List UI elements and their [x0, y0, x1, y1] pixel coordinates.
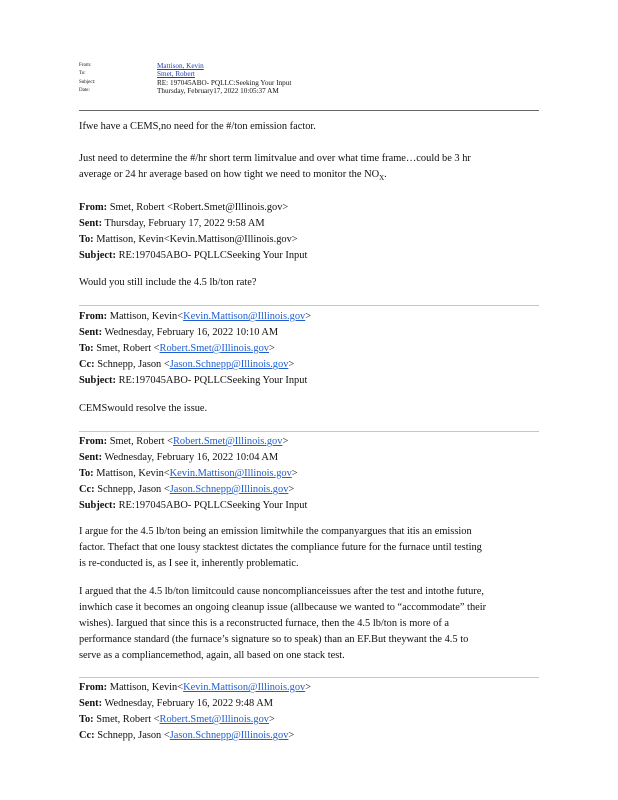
- to-label: To:: [79, 71, 86, 77]
- quoted-email-3: [79, 434, 307, 514]
- from-link[interactable]: Mattison, Kevin: [157, 62, 204, 70]
- email-link[interactable]: Kevin.Mattison@Illinois.gov: [169, 468, 292, 479]
- header-divider: [79, 110, 539, 111]
- email-link[interactable]: Robert.Smet@Illinois.gov: [173, 436, 283, 447]
- email-from: From: Mattison, Kevin<Kevin.Mattison@Illinois.gov>: [79, 682, 312, 693]
- email-from: From: Smet, Robert <Robert.Smet@Illinois.gov>: [79, 436, 289, 447]
- email-divider: [79, 677, 539, 678]
- email-link[interactable]: Kevin.Mattison@Illinois.gov: [183, 682, 306, 693]
- email-subject: Subject: RE:197045ABO- PQLLCSeeking Your Input: [79, 500, 308, 511]
- date-label: Date:: [79, 87, 90, 93]
- email-sent: Sent: Thursday, February 17, 2022 9:58 AM: [79, 218, 265, 229]
- email-3-paragraph-1: I argue for the 4.5 lb/ton being an emission limitwhile the companyargues that itis an emission factor. Thefact that one lousy stacktest dictates the compliance future for the furnace until testing is re-conducted is, as I see it, inherently problematic.: [79, 526, 482, 569]
- email-link[interactable]: Robert.Smet@Illinois.gov: [159, 714, 269, 725]
- email-link[interactable]: Kevin.Mattison@Illinois.gov: [183, 311, 306, 322]
- email-to: To: Smet, Robert <Robert.Smet@Illinois.gov>: [79, 343, 275, 354]
- body-paragraph-2-line-2: average or 24 hr average based on how tight we need to monitor the $NO_X$.: [79, 169, 387, 183]
- email-header: [79, 62, 291, 95]
- email-sent: Sent: Wednesday, February 16, 2022 10:04 AM: [79, 452, 279, 463]
- email-from: From: Mattison, Kevin<Kevin.Mattison@Illinois.gov>: [79, 311, 312, 322]
- body-paragraph-2-line-1: Just need to determine the #/hr short term limitvalue and over what time frame…could be 3 hr: [79, 153, 471, 164]
- email-link[interactable]: Jason.Schnepp@Illinois.gov: [169, 730, 289, 741]
- email-cc: Cc: Schnepp, Jason <Jason.Schnepp@Illinois.gov>: [79, 730, 295, 741]
- email-from: From: Smet, Robert <Robert.Smet@Illinois.gov>: [79, 202, 289, 213]
- from-label: From:: [79, 63, 92, 68]
- to-link[interactable]: Smet, Robert: [157, 70, 195, 79]
- email-to: To: Mattison, Kevin<Kevin.Mattison@Illinois.gov>: [79, 234, 298, 245]
- body-paragraph-2: [79, 151, 541, 186]
- subject-label: Subject:: [79, 79, 96, 85]
- quoted-email-4: [79, 680, 311, 744]
- email-divider: [79, 431, 539, 432]
- email-to: To: Smet, Robert <Robert.Smet@Illinois.gov>: [79, 714, 275, 725]
- email-3-paragraph-2: I argued that the 4.5 lb/ton limitcould cause noncomplianceissues after the test and intothe future, inwhich case it becomes an ongoing cleanup issue (allbecause we wanted to “accommodate” their wishes). Iargued that since this is a reconstructed furnace, then the 4.5 lb/ton is more of a performance standard (the furnace’s signature so to speak) than an EF.But theywant the 4.5 to serve as a compliancemethod, again, all based on one stack test.: [79, 586, 487, 661]
- email-subject: Subject: RE:197045ABO- PQLLCSeeking Your Input: [79, 375, 308, 386]
- email-to: To: Mattison, Kevin<Kevin.Mattison@Illinois.gov>: [79, 468, 298, 479]
- email-link[interactable]: Jason.Schnepp@Illinois.gov: [169, 359, 289, 370]
- quoted-email-1: [79, 200, 307, 264]
- email-subject: Subject: RE:197045ABO- PQLLCSeeking Your Input: [79, 250, 308, 261]
- date-value: Thursday, February17, 2022 10:05:37 AM: [157, 86, 279, 95]
- email-sent: Sent: Wednesday, February 16, 2022 10:10 AM: [79, 327, 279, 338]
- email-sent: Sent: Wednesday, February 16, 2022 9:48 AM: [79, 698, 273, 709]
- subject-value: RE: 197045ABO- PQLLC:Seeking Your Input: [157, 78, 292, 87]
- email-link[interactable]: Jason.Schnepp@Illinois.gov: [169, 484, 289, 495]
- quoted-email-2: [79, 309, 311, 389]
- email-1-message: Would you still include the 4.5 lb/ton rate?: [79, 277, 257, 288]
- email-2-message: CEMSwould resolve the issue.: [79, 403, 208, 414]
- email-link[interactable]: Robert.Smet@Illinois.gov: [159, 343, 269, 354]
- email-cc: Cc: Schnepp, Jason <Jason.Schnepp@Illinois.gov>: [79, 484, 295, 495]
- body-paragraph-1: Ifwe have a CEMS,no need for the #/ton emission factor.: [79, 121, 316, 132]
- email-divider: [79, 305, 539, 306]
- email-cc: Cc: Schnepp, Jason <Jason.Schnepp@Illinois.gov>: [79, 359, 295, 370]
